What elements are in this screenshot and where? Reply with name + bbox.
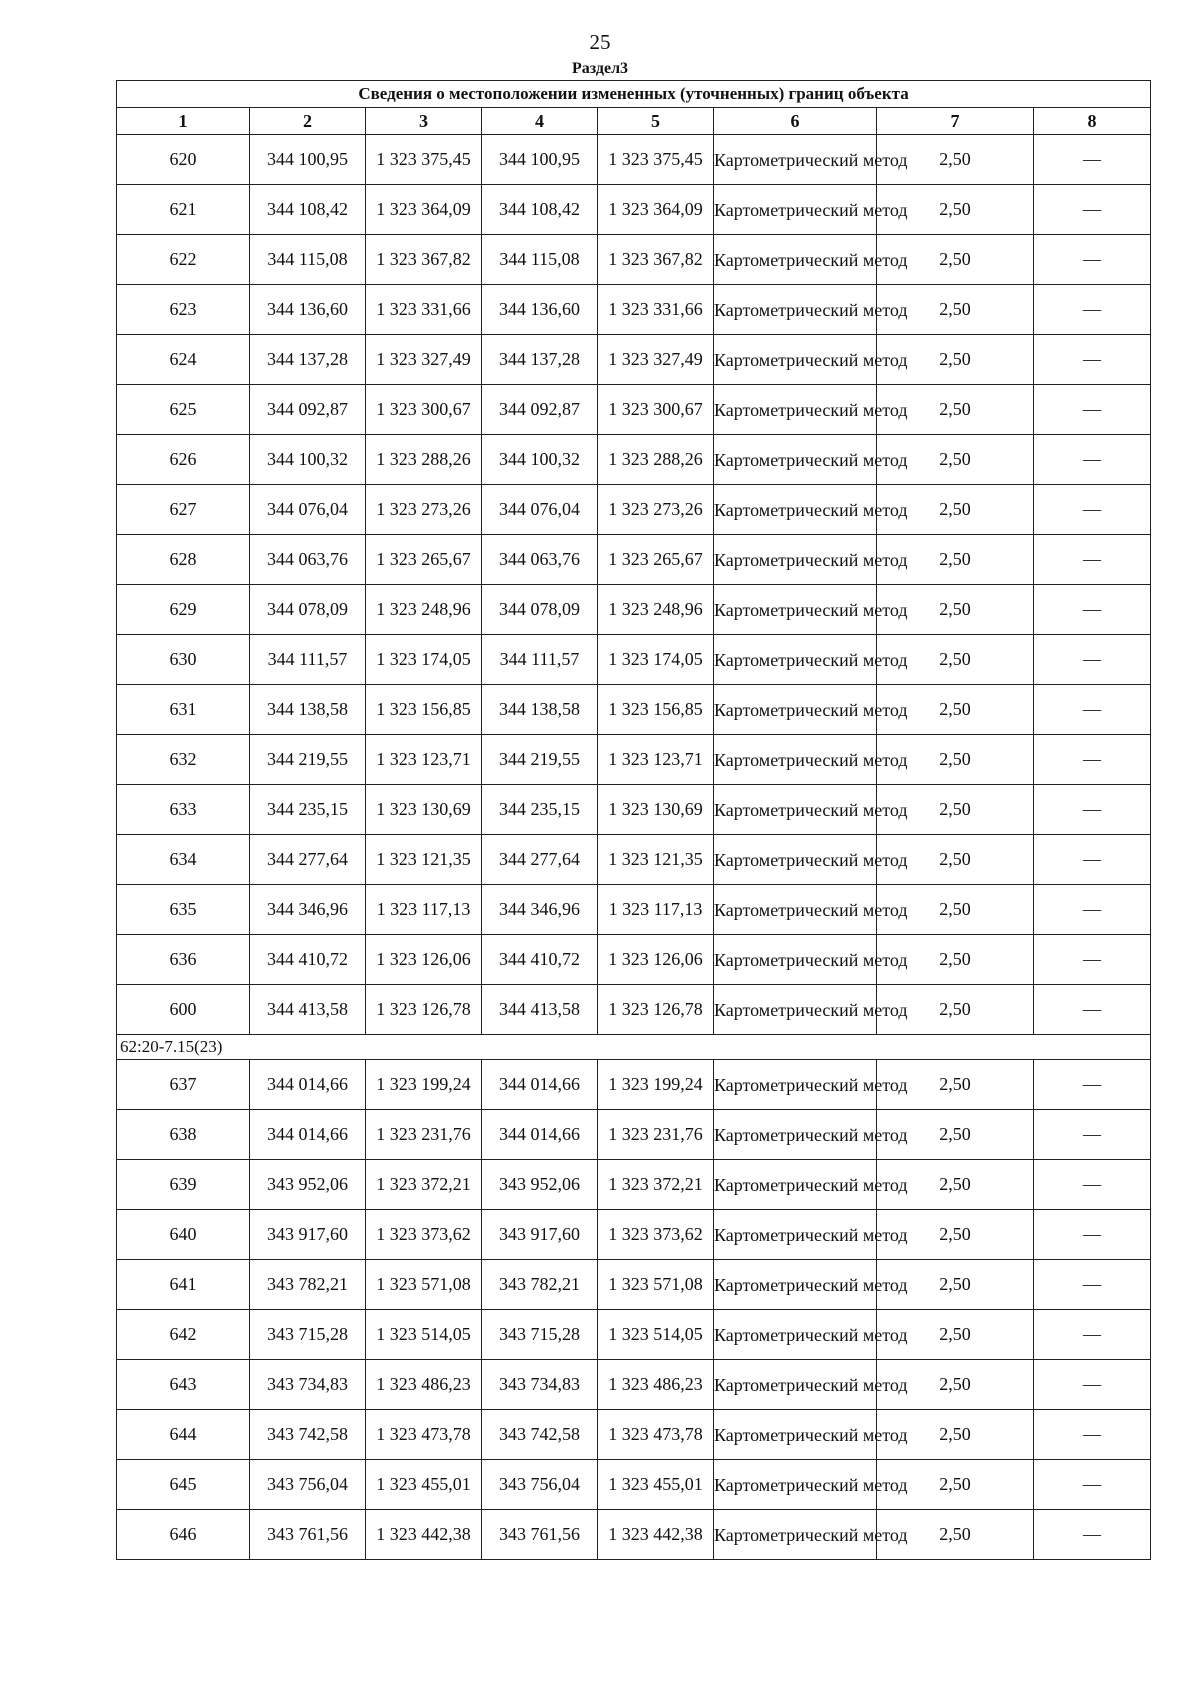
y-old-cell: 1 323 300,67 (366, 385, 482, 435)
table-row (117, 885, 1151, 935)
x-new-cell: 344 108,42 (482, 185, 598, 235)
x-new-cell: 344 138,58 (482, 685, 598, 735)
point-number-cell: 634 (117, 835, 250, 885)
x-new-cell: 344 219,55 (482, 735, 598, 785)
description-cell: — (1034, 1410, 1151, 1460)
y-old-cell: 1 323 373,62 (366, 1210, 482, 1260)
y-new-cell: 1 323 288,26 (598, 435, 714, 485)
method-cell: Картометрический метод (714, 935, 877, 985)
method-cell: Картометрический метод (714, 485, 877, 535)
y-new-cell: 1 323 231,76 (598, 1110, 714, 1160)
accuracy-cell: 2,50 (877, 1460, 1034, 1510)
x-old-cell: 344 063,76 (250, 535, 366, 585)
y-new-cell: 1 323 300,67 (598, 385, 714, 435)
accuracy-cell: 2,50 (877, 235, 1034, 285)
x-old-cell: 344 100,32 (250, 435, 366, 485)
x-new-cell: 344 100,95 (482, 135, 598, 185)
description-cell: — (1034, 335, 1151, 385)
x-new-cell: 344 346,96 (482, 885, 598, 935)
point-number-cell: 642 (117, 1310, 250, 1360)
y-old-cell: 1 323 288,26 (366, 435, 482, 485)
x-old-cell: 344 076,04 (250, 485, 366, 535)
method-cell: Картометрический метод (714, 1410, 877, 1460)
method-cell: Картометрический метод (714, 235, 877, 285)
table-row (117, 235, 1151, 285)
point-number-cell: 620 (117, 135, 250, 185)
point-number-cell: 633 (117, 785, 250, 835)
description-cell: — (1034, 685, 1151, 735)
x-new-cell: 344 136,60 (482, 285, 598, 335)
method-cell: Картометрический метод (714, 335, 877, 385)
y-new-cell: 1 323 364,09 (598, 185, 714, 235)
table-row (117, 1460, 1151, 1510)
description-cell: — (1034, 235, 1151, 285)
column-number: 7 (877, 108, 1034, 135)
x-old-cell: 344 235,15 (250, 785, 366, 835)
table-row (117, 685, 1151, 735)
table-row (117, 735, 1151, 785)
accuracy-cell: 2,50 (877, 885, 1034, 935)
table-row (117, 585, 1151, 635)
description-cell: — (1034, 135, 1151, 185)
x-new-cell: 343 742,58 (482, 1410, 598, 1460)
method-cell: Картометрический метод (714, 885, 877, 935)
x-old-cell: 343 917,60 (250, 1210, 366, 1260)
method-cell: Картометрический метод (714, 185, 877, 235)
accuracy-cell: 2,50 (877, 835, 1034, 885)
table-row (117, 985, 1151, 1035)
method-cell: Картометрический метод (714, 685, 877, 735)
x-old-cell: 344 346,96 (250, 885, 366, 935)
method-cell: Картометрический метод (714, 1510, 877, 1560)
y-new-cell: 1 323 126,78 (598, 985, 714, 1035)
y-old-cell: 1 323 442,38 (366, 1510, 482, 1560)
y-old-cell: 1 323 199,24 (366, 1060, 482, 1110)
x-old-cell: 343 782,21 (250, 1260, 366, 1310)
x-old-cell: 343 734,83 (250, 1360, 366, 1410)
y-old-cell: 1 323 130,69 (366, 785, 482, 835)
x-new-cell: 343 715,28 (482, 1310, 598, 1360)
y-new-cell: 1 323 571,08 (598, 1260, 714, 1310)
y-new-cell: 1 323 248,96 (598, 585, 714, 635)
accuracy-cell: 2,50 (877, 585, 1034, 635)
y-old-cell: 1 323 364,09 (366, 185, 482, 235)
x-old-cell: 344 092,87 (250, 385, 366, 435)
y-old-cell: 1 323 265,67 (366, 535, 482, 585)
point-number-cell: 631 (117, 685, 250, 735)
x-new-cell: 344 115,08 (482, 235, 598, 285)
x-old-cell: 344 100,95 (250, 135, 366, 185)
method-cell: Картометрический метод (714, 1160, 877, 1210)
y-new-cell: 1 323 174,05 (598, 635, 714, 685)
x-new-cell: 343 952,06 (482, 1160, 598, 1210)
point-number-cell: 621 (117, 185, 250, 235)
x-new-cell: 344 092,87 (482, 385, 598, 435)
y-old-cell: 1 323 514,05 (366, 1310, 482, 1360)
description-cell: — (1034, 985, 1151, 1035)
x-new-cell: 344 277,64 (482, 835, 598, 885)
description-cell: — (1034, 935, 1151, 985)
y-old-cell: 1 323 121,35 (366, 835, 482, 885)
description-cell: — (1034, 585, 1151, 635)
x-old-cell: 344 014,66 (250, 1060, 366, 1110)
x-new-cell: 344 100,32 (482, 435, 598, 485)
accuracy-cell: 2,50 (877, 535, 1034, 585)
y-old-cell: 1 323 248,96 (366, 585, 482, 635)
table-caption: Сведения о местоположении измененных (уточненных) границ объекта (117, 81, 1151, 108)
table-row (117, 1160, 1151, 1210)
y-old-cell: 1 323 327,49 (366, 335, 482, 385)
point-number-cell: 624 (117, 335, 250, 385)
table-row (117, 935, 1151, 985)
accuracy-cell: 2,50 (877, 1210, 1034, 1260)
description-cell: — (1034, 635, 1151, 685)
method-cell: Картометрический метод (714, 1060, 877, 1110)
x-new-cell: 344 078,09 (482, 585, 598, 635)
table-row (117, 335, 1151, 385)
y-old-cell: 1 323 126,06 (366, 935, 482, 985)
description-cell: — (1034, 1260, 1151, 1310)
method-cell: Картометрический метод (714, 985, 877, 1035)
accuracy-cell: 2,50 (877, 1360, 1034, 1410)
point-number-cell: 645 (117, 1460, 250, 1510)
accuracy-cell: 2,50 (877, 435, 1034, 485)
method-cell: Картометрический метод (714, 835, 877, 885)
accuracy-cell: 2,50 (877, 985, 1034, 1035)
accuracy-cell: 2,50 (877, 185, 1034, 235)
accuracy-cell: 2,50 (877, 735, 1034, 785)
x-old-cell: 344 138,58 (250, 685, 366, 735)
point-number-cell: 623 (117, 285, 250, 335)
y-old-cell: 1 323 117,13 (366, 885, 482, 935)
description-cell: — (1034, 485, 1151, 535)
x-old-cell: 343 952,06 (250, 1160, 366, 1210)
point-number-cell: 638 (117, 1110, 250, 1160)
y-new-cell: 1 323 514,05 (598, 1310, 714, 1360)
method-cell: Картометрический метод (714, 1310, 877, 1360)
x-new-cell: 343 917,60 (482, 1210, 598, 1260)
column-number: 3 (366, 108, 482, 135)
column-number: 8 (1034, 108, 1151, 135)
method-cell: Картометрический метод (714, 1460, 877, 1510)
point-number-cell: 643 (117, 1360, 250, 1410)
column-number: 2 (250, 108, 366, 135)
x-new-cell: 344 111,57 (482, 635, 598, 685)
y-new-cell: 1 323 156,85 (598, 685, 714, 735)
point-number-cell: 625 (117, 385, 250, 435)
x-old-cell: 344 277,64 (250, 835, 366, 885)
x-new-cell: 344 014,66 (482, 1060, 598, 1110)
y-old-cell: 1 323 455,01 (366, 1460, 482, 1510)
accuracy-cell: 2,50 (877, 635, 1034, 685)
method-cell: Картометрический метод (714, 435, 877, 485)
accuracy-cell: 2,50 (877, 285, 1034, 335)
table-row (117, 635, 1151, 685)
method-cell: Картометрический метод (714, 1110, 877, 1160)
table-row (117, 1210, 1151, 1260)
x-old-cell: 344 078,09 (250, 585, 366, 635)
point-number-cell: 635 (117, 885, 250, 935)
point-number-cell: 644 (117, 1410, 250, 1460)
y-new-cell: 1 323 199,24 (598, 1060, 714, 1110)
method-cell: Картометрический метод (714, 735, 877, 785)
x-old-cell: 344 115,08 (250, 235, 366, 285)
y-old-cell: 1 323 231,76 (366, 1110, 482, 1160)
accuracy-cell: 2,50 (877, 335, 1034, 385)
x-new-cell: 344 014,66 (482, 1110, 598, 1160)
method-cell: Картометрический метод (714, 635, 877, 685)
accuracy-cell: 2,50 (877, 1260, 1034, 1310)
y-new-cell: 1 323 117,13 (598, 885, 714, 935)
x-old-cell: 343 756,04 (250, 1460, 366, 1510)
table-row (117, 535, 1151, 585)
x-old-cell: 344 219,55 (250, 735, 366, 785)
point-number-cell: 641 (117, 1260, 250, 1310)
x-old-cell: 343 715,28 (250, 1310, 366, 1360)
description-cell: — (1034, 435, 1151, 485)
method-cell: Картометрический метод (714, 135, 877, 185)
y-new-cell: 1 323 442,38 (598, 1510, 714, 1560)
x-new-cell: 343 756,04 (482, 1460, 598, 1510)
accuracy-cell: 2,50 (877, 1510, 1034, 1560)
table-row (117, 185, 1151, 235)
accuracy-cell: 2,50 (877, 1160, 1034, 1210)
y-new-cell: 1 323 265,67 (598, 535, 714, 585)
point-number-cell: 637 (117, 1060, 250, 1110)
y-new-cell: 1 323 130,69 (598, 785, 714, 835)
x-old-cell: 344 410,72 (250, 935, 366, 985)
accuracy-cell: 2,50 (877, 1060, 1034, 1110)
table-row (117, 1410, 1151, 1460)
description-cell: — (1034, 285, 1151, 335)
x-new-cell: 343 782,21 (482, 1260, 598, 1310)
point-number-cell: 646 (117, 1510, 250, 1560)
description-cell: — (1034, 1210, 1151, 1260)
y-old-cell: 1 323 331,66 (366, 285, 482, 335)
y-old-cell: 1 323 156,85 (366, 685, 482, 735)
x-old-cell: 344 413,58 (250, 985, 366, 1035)
table-row (117, 1360, 1151, 1410)
table-body (117, 135, 1151, 1560)
accuracy-cell: 2,50 (877, 785, 1034, 835)
point-number-cell: 626 (117, 435, 250, 485)
description-cell: — (1034, 1460, 1151, 1510)
x-old-cell: 343 742,58 (250, 1410, 366, 1460)
method-cell: Картометрический метод (714, 1260, 877, 1310)
description-cell: — (1034, 785, 1151, 835)
table-row (117, 485, 1151, 535)
table-row (117, 1510, 1151, 1560)
table-row (117, 785, 1151, 835)
method-cell: Картометрический метод (714, 385, 877, 435)
table-row (117, 835, 1151, 885)
x-new-cell: 344 410,72 (482, 935, 598, 985)
table-row (117, 1260, 1151, 1310)
method-cell: Картометрический метод (714, 585, 877, 635)
x-old-cell: 344 108,42 (250, 185, 366, 235)
coordinates-table (116, 80, 1151, 1560)
accuracy-cell: 2,50 (877, 1310, 1034, 1360)
method-cell: Картометрический метод (714, 1360, 877, 1410)
description-cell: — (1034, 385, 1151, 435)
method-cell: Картометрический метод (714, 1210, 877, 1260)
y-new-cell: 1 323 473,78 (598, 1410, 714, 1460)
accuracy-cell: 2,50 (877, 685, 1034, 735)
y-old-cell: 1 323 473,78 (366, 1410, 482, 1460)
x-new-cell: 344 063,76 (482, 535, 598, 585)
point-number-cell: 629 (117, 585, 250, 635)
point-number-cell: 628 (117, 535, 250, 585)
method-cell: Картометрический метод (714, 535, 877, 585)
description-cell: — (1034, 1160, 1151, 1210)
x-new-cell: 344 235,15 (482, 785, 598, 835)
y-old-cell: 1 323 126,78 (366, 985, 482, 1035)
x-old-cell: 344 111,57 (250, 635, 366, 685)
accuracy-cell: 2,50 (877, 935, 1034, 985)
y-new-cell: 1 323 121,35 (598, 835, 714, 885)
y-new-cell: 1 323 455,01 (598, 1460, 714, 1510)
method-cell: Картометрический метод (714, 785, 877, 835)
x-new-cell: 343 761,56 (482, 1510, 598, 1560)
point-number-cell: 639 (117, 1160, 250, 1210)
accuracy-cell: 2,50 (877, 485, 1034, 535)
description-cell: — (1034, 885, 1151, 935)
point-number-cell: 622 (117, 235, 250, 285)
accuracy-cell: 2,50 (877, 385, 1034, 435)
column-number: 5 (598, 108, 714, 135)
y-old-cell: 1 323 367,82 (366, 235, 482, 285)
section-title: Раздел3 (571, 60, 629, 77)
x-old-cell: 344 136,60 (250, 285, 366, 335)
column-number: 6 (714, 108, 877, 135)
x-new-cell: 344 413,58 (482, 985, 598, 1035)
description-cell: — (1034, 1510, 1151, 1560)
column-number: 1 (117, 108, 250, 135)
x-new-cell: 344 076,04 (482, 485, 598, 535)
y-new-cell: 1 323 123,71 (598, 735, 714, 785)
y-new-cell: 1 323 126,06 (598, 935, 714, 985)
table-row (117, 285, 1151, 335)
table-row (117, 385, 1151, 435)
y-new-cell: 1 323 486,23 (598, 1360, 714, 1410)
point-number-cell: 636 (117, 935, 250, 985)
point-number-cell: 630 (117, 635, 250, 685)
y-old-cell: 1 323 273,26 (366, 485, 482, 535)
page-number: 25 (589, 30, 611, 54)
x-new-cell: 343 734,83 (482, 1360, 598, 1410)
table-row (117, 435, 1151, 485)
table-row (117, 1060, 1151, 1110)
description-cell: — (1034, 1110, 1151, 1160)
y-old-cell: 1 323 486,23 (366, 1360, 482, 1410)
accuracy-cell: 2,50 (877, 135, 1034, 185)
y-old-cell: 1 323 372,21 (366, 1160, 482, 1210)
table-row (117, 135, 1151, 185)
y-old-cell: 1 323 123,71 (366, 735, 482, 785)
description-cell: — (1034, 1360, 1151, 1410)
point-number-cell: 600 (117, 985, 250, 1035)
description-cell: — (1034, 185, 1151, 235)
y-new-cell: 1 323 372,21 (598, 1160, 714, 1210)
x-new-cell: 344 137,28 (482, 335, 598, 385)
group-row (117, 1035, 1151, 1060)
y-new-cell: 1 323 331,66 (598, 285, 714, 335)
description-cell: — (1034, 1310, 1151, 1360)
y-old-cell: 1 323 174,05 (366, 635, 482, 685)
column-number-row (117, 108, 1151, 135)
y-old-cell: 1 323 571,08 (366, 1260, 482, 1310)
y-new-cell: 1 323 273,26 (598, 485, 714, 535)
accuracy-cell: 2,50 (877, 1110, 1034, 1160)
x-old-cell: 344 137,28 (250, 335, 366, 385)
point-number-cell: 632 (117, 735, 250, 785)
table-row (117, 1310, 1151, 1360)
accuracy-cell: 2,50 (877, 1410, 1034, 1460)
point-number-cell: 640 (117, 1210, 250, 1260)
y-new-cell: 1 323 373,62 (598, 1210, 714, 1260)
x-old-cell: 343 761,56 (250, 1510, 366, 1560)
point-number-cell: 627 (117, 485, 250, 535)
table-row (117, 1110, 1151, 1160)
method-cell: Картометрический метод (714, 285, 877, 335)
y-old-cell: 1 323 375,45 (366, 135, 482, 185)
description-cell: — (1034, 735, 1151, 785)
column-number: 4 (482, 108, 598, 135)
y-new-cell: 1 323 367,82 (598, 235, 714, 285)
x-old-cell: 344 014,66 (250, 1110, 366, 1160)
group-label: 62:20-7.15(23) (117, 1035, 1151, 1060)
description-cell: — (1034, 535, 1151, 585)
y-new-cell: 1 323 327,49 (598, 335, 714, 385)
description-cell: — (1034, 1060, 1151, 1110)
y-new-cell: 1 323 375,45 (598, 135, 714, 185)
description-cell: — (1034, 835, 1151, 885)
